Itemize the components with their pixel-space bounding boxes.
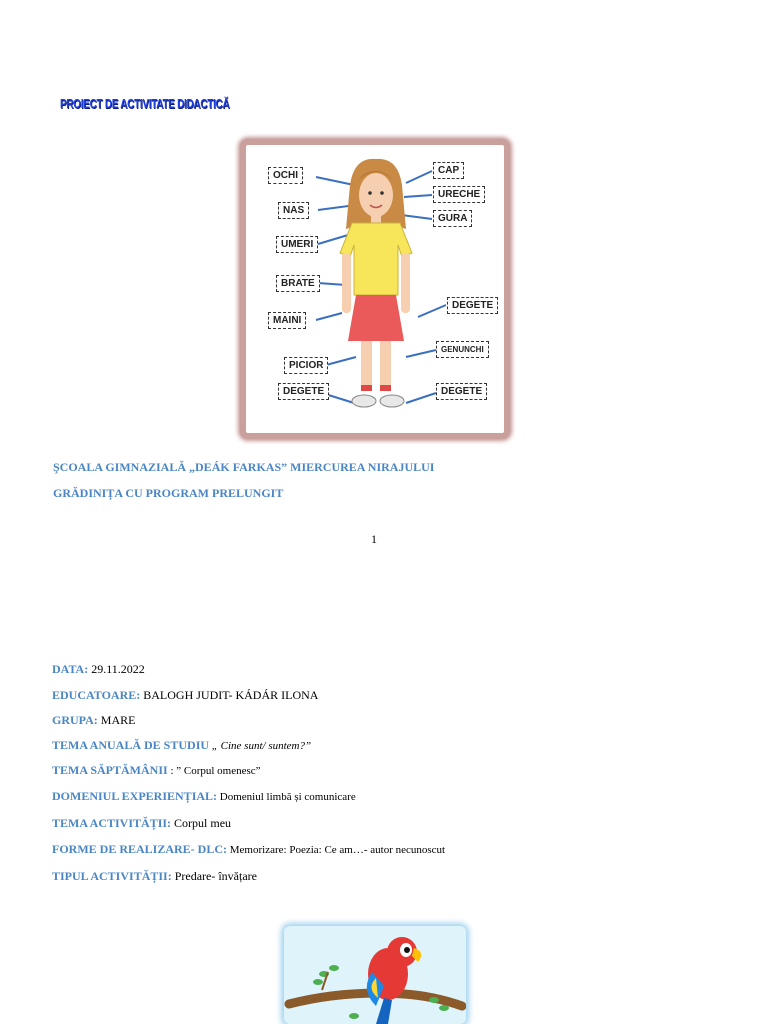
kindergarten-name: GRĂDINIȚA CU PROGRAM PRELUNGIT <box>53 486 284 500</box>
tipul-value: Predare- învățare <box>171 869 257 883</box>
label-cap: CAP <box>433 162 464 179</box>
parrot-illustration <box>284 926 466 1024</box>
label-nas: NAS <box>278 202 309 219</box>
forme-label: FORME DE REALIZARE- DLC: <box>52 842 228 856</box>
tema-saptamanii-value: : ” Corpul omenesc” <box>167 765 261 777</box>
label-gura: GURA <box>433 210 472 227</box>
label-degete-left: DEGETE <box>278 383 329 400</box>
tema-anuala-label: TEMA ANUALĂ DE STUDIU <box>52 738 210 752</box>
info-data <box>52 662 145 677</box>
domeniul-label: DOMENIUL EXPERIENȚIAL: <box>52 789 218 803</box>
label-degete-hand: DEGETE <box>447 297 498 314</box>
grupa-label: GRUPA: <box>52 713 98 727</box>
label-genunchi: GENUNCHI <box>436 341 489 358</box>
info-forme <box>52 842 445 857</box>
tema-activitatii-label: TEMA ACTIVITĂȚII: <box>52 816 172 830</box>
tipul-label: TIPUL ACTIVITĂȚII: <box>52 869 172 883</box>
school-name: ŞCOALA GIMNAZIALĂ „DEÁK FARKAS” MIERCUREA NIRAJULUI <box>53 460 435 474</box>
tema-saptamanii-label: TEMA SĂPTĂMÂNII <box>52 763 168 777</box>
data-label: DATA: <box>52 662 89 676</box>
document-title-wordart: PROIECT DE ACTIVITATE DIDACTICĂ <box>60 98 230 112</box>
educatoare-label: EDUCATOARE: <box>52 688 141 702</box>
forme-value: Memorizare: Poezia: Ce am…- autor necunoscut <box>227 844 446 856</box>
info-tema-anuala <box>52 738 311 753</box>
domeniul-value: Domeniul limbă și comunicare <box>217 791 356 803</box>
info-educatoare <box>52 688 318 703</box>
tema-anuala-value: „ Cine sunt/ suntem?” <box>209 740 312 752</box>
data-value: 29.11.2022 <box>91 662 145 676</box>
body-parts-illustration <box>240 139 510 439</box>
tema-activitatii-value: Corpul meu <box>171 816 232 830</box>
label-degete-right: DEGETE <box>436 383 487 400</box>
info-domeniul <box>52 789 356 804</box>
info-tema-activitatii <box>52 816 231 831</box>
educatoare-value: BALOGH JUDIT- KÁDÁR ILONA <box>143 688 319 702</box>
grupa-value: MARE <box>100 713 136 727</box>
label-umeri: UMERI <box>276 236 318 253</box>
label-ureche: URECHE <box>433 186 485 203</box>
label-maini: MAINI <box>268 312 306 329</box>
page-number: 1 <box>371 532 377 546</box>
parrot-drawing <box>284 926 466 1024</box>
label-brate: BRATE <box>276 275 320 292</box>
label-ochi: OCHI <box>268 167 303 184</box>
info-tipul <box>52 869 257 884</box>
info-grupa <box>52 713 135 728</box>
info-tema-saptamanii <box>52 763 261 778</box>
label-picior: PICIOR <box>284 357 328 374</box>
